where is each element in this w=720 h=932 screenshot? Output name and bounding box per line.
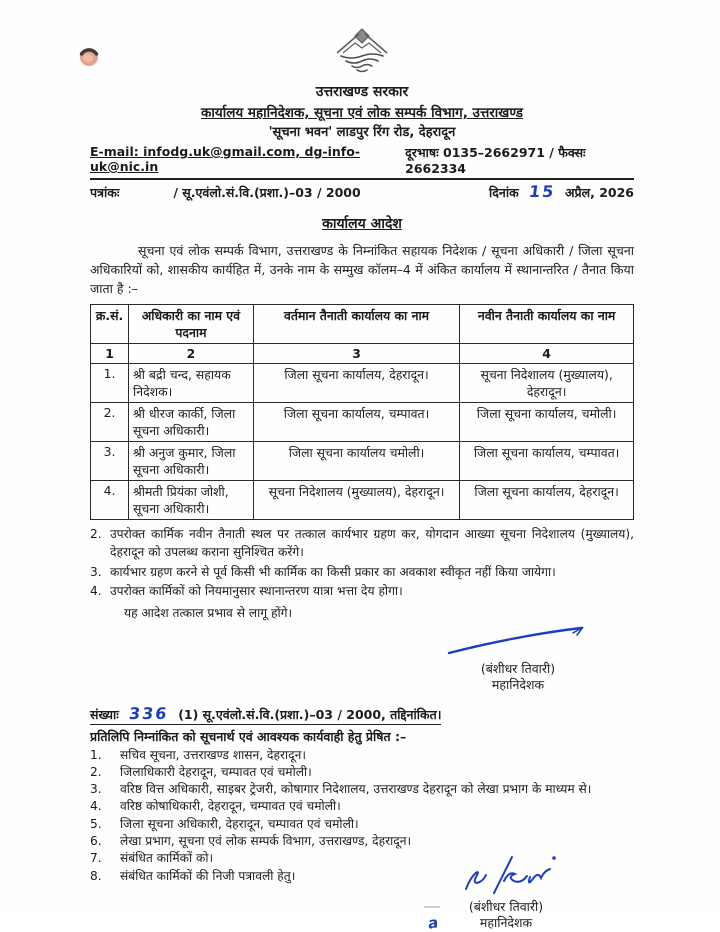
- clause-item: [90, 564, 634, 582]
- clause-text: कार्यभार ग्रहण करने से पूर्व किसी भी कार्मिक का किसी प्रकार का अवकाश स्वीकृत नहीं किया जायेगा।: [110, 564, 556, 579]
- recipient-number: 7.: [90, 851, 102, 866]
- cell-current: जिला सूचना कार्यालय चमोली।: [253, 442, 459, 481]
- recipient-number: 1.: [90, 747, 102, 762]
- signature-scribble-icon: [446, 851, 566, 895]
- recipient-text: जिलाधिकारी देहरादून, चम्पावत एवं चमोली।: [120, 764, 312, 779]
- dispatch-number-rest: (1) सू.एवंलो.सं.वि.(प्रशा.)–03 / 2000, तद्दिनांकित।: [178, 706, 442, 722]
- cell-sno: 2.: [91, 403, 129, 442]
- cell-current: जिला सूचना कार्यालय, देहरादून।: [253, 364, 459, 403]
- cell-sno: 4.: [91, 481, 129, 520]
- list-item: [90, 747, 634, 764]
- col-number: 1: [91, 344, 129, 364]
- cell-name: श्री बद्री चन्द, सहायक निदेशक।: [129, 364, 254, 403]
- recipient-text: जिला सूचना अधिकारी, देहरादून, चम्पावत एवं चमोली।: [120, 816, 359, 831]
- uttarakhand-state-emblem-icon: [329, 26, 395, 76]
- transfer-table: [90, 304, 634, 520]
- email-line: E-mail: infodg.uk@gmail.com, dg-info-uk@nic.in: [90, 144, 361, 174]
- col-number: 3: [253, 344, 459, 364]
- recipient-text: वरिष्ठ वित्त अधिकारी, साइबर ट्रेजरी, कोषागार निदेशालय, उत्तराखण्ड देहरादून को लेखा प्रभाग के माध्यम से।: [120, 782, 592, 797]
- office-name: कार्यालय महानिदेशक, सूचना एवं लोक सम्पर्क विभाग, उत्तराखण्ड: [201, 105, 523, 121]
- clause-number: 3.: [90, 564, 102, 579]
- dispatch-number-line: [90, 703, 634, 725]
- recipient-text: वरिष्ठ कोषाधिकारी, देहरादून, चम्पावत एवं चमोली।: [120, 799, 341, 814]
- col-number: 2: [129, 344, 254, 364]
- cell-new: जिला सूचना कार्यालय, चमोली।: [460, 403, 634, 442]
- cell-name: श्रीमती प्रियंका जोशी, सूचना अधिकारी।: [129, 481, 254, 520]
- col-number: 4: [460, 344, 634, 364]
- table-row: [91, 481, 634, 520]
- phone-fax-line: दूरभाषः 0135–2662971 / फैक्सः 2662334: [405, 145, 586, 176]
- header-new: नवीन तैनाती कार्यालय का नाम: [460, 305, 634, 344]
- signatory-designation: महानिदेशक: [491, 677, 545, 693]
- cell-sno: 3.: [91, 442, 129, 481]
- signatory-name: (बंशीधर तिवारी): [480, 661, 556, 676]
- ref-label: पत्रांकः: [90, 185, 120, 200]
- column-number-row: [91, 344, 634, 364]
- order-title: कार्यालय आदेश: [322, 216, 402, 232]
- table-header-row: [91, 305, 634, 344]
- table-row: [91, 442, 634, 481]
- reference-row: [90, 184, 634, 201]
- cell-sno: 1.: [91, 364, 129, 403]
- date-label: दिनांक: [489, 185, 519, 200]
- list-item: [90, 833, 634, 850]
- cell-new: जिला सूचना कार्यालय, चम्पावत।: [460, 442, 634, 481]
- recipient-number: 8.: [90, 868, 102, 883]
- recipient-text: सचिव सूचना, उत्तराखण्ड शासन, देहरादून।: [120, 747, 306, 762]
- clause-item: [90, 526, 634, 561]
- header-sno: क्र.सं.: [91, 305, 129, 344]
- list-item: [90, 781, 634, 798]
- cell-current: सूचना निदेशालय (मुख्यालय), देहरादून।: [253, 481, 459, 520]
- date-month-year: अप्रैल, 2026: [564, 185, 634, 200]
- order-clauses: [90, 526, 634, 621]
- scan-artifact-mark: [424, 906, 440, 908]
- recipient-number: 2.: [90, 764, 102, 779]
- table-row: [91, 403, 634, 442]
- cell-name: श्री धीरज कार्की, जिला सूचना अधिकारी।: [129, 403, 254, 442]
- government-name: उत्तराखण्ड सरकार: [315, 84, 409, 100]
- recipient-text: संबंधित कार्मिकों की निजी पत्रावली हेतु।: [120, 868, 296, 883]
- copy-forward-line: प्रतिलिपि निम्नांकित को सूचनार्थ एवं आवश्यक कार्यवाही हेतु प्रेषित :–: [90, 728, 407, 744]
- signatory-designation: महानिदेशक: [479, 915, 533, 931]
- cell-name: श्री अनुज कुमार, जिला सूचना अधिकारी।: [129, 442, 254, 481]
- order-intro-paragraph: सूचना एवं लोक सम्पर्क विभाग, उत्तराखण्ड के निम्नांकित सहायक निदेशक / सूचना अधिकारी / जिला सूचना अधिकारियों को, शासकीय कार्यहित में, उनके नाम के सम्मुख कॉलम–4 में अंकित कार्यालय में स्थानान्तरित / तैनात किया जाता है :–: [90, 243, 634, 296]
- recipient-number: 3.: [90, 782, 102, 797]
- office-address: 'सूचना भवन' लाडपुर रिंग रोड, देहरादून: [268, 125, 456, 140]
- signatory-name: (बंशीधर तिवारी): [468, 899, 544, 915]
- letterhead: [90, 26, 634, 80]
- cell-new: जिला सूचना कार्यालय, देहरादून।: [460, 481, 634, 520]
- recipient-text: संबंधित कार्मिकों को।: [120, 851, 214, 866]
- header-name: अधिकारी का नाम एवं पदनाम: [129, 305, 254, 344]
- handwritten-annotation-mark: a: [426, 913, 440, 932]
- handwritten-date-day: 15: [527, 182, 557, 201]
- recipient-number: 6.: [90, 834, 102, 849]
- clause-item: [90, 583, 634, 601]
- handwritten-dispatch-number: 336: [127, 703, 170, 723]
- recipient-number: 5.: [90, 816, 102, 831]
- recipient-number: 4.: [90, 799, 102, 814]
- dispatch-number-label: संख्याः: [90, 706, 119, 722]
- signature-block-bottom: [406, 851, 606, 932]
- cell-new: सूचना निदेशालय (मुख्यालय), देहरादून।: [460, 364, 634, 403]
- list-item: [90, 764, 634, 781]
- signature-stroke-icon: [443, 623, 593, 657]
- contact-row: [90, 144, 634, 180]
- punch-hole-mark: [78, 46, 100, 72]
- header-current: वर्तमान तैनाती कार्यालय का नाम: [253, 305, 459, 344]
- clause-text: उपरोक्त कार्मिक नवीन तैनाती स्थल पर तत्काल कार्यभार ग्रहण कर, योगदान आख्या सूचना निदेशालय (मुख्यालय), देहरादून को उपलब्ध कराना सुनिश्चित करेंगे।: [110, 527, 634, 559]
- signature-block-top: [428, 623, 608, 694]
- ref-number: / सू.एवंलो.सं.वि.(प्रशा.)–03 / 2000: [173, 185, 361, 200]
- clause-number: 4.: [90, 584, 102, 599]
- clause-text: उपरोक्त कार्मिकों को नियमानुसार स्थानान्तरण यात्रा भत्ता देय होगा।: [110, 584, 403, 599]
- list-item: [90, 816, 634, 833]
- cell-current: जिला सूचना कार्यालय, चम्पावत।: [253, 403, 459, 442]
- recipient-text: लेखा प्रभाग, सूचना एवं लोक सम्पर्क विभाग, उत्तराखण्ड, देहरादून।: [120, 834, 412, 849]
- effective-immediately-line: यह आदेश तत्काल प्रभाव से लागू होंगे।: [124, 606, 293, 620]
- clause-number: 2.: [90, 527, 102, 542]
- list-item: [90, 798, 634, 815]
- table-row: [91, 364, 634, 403]
